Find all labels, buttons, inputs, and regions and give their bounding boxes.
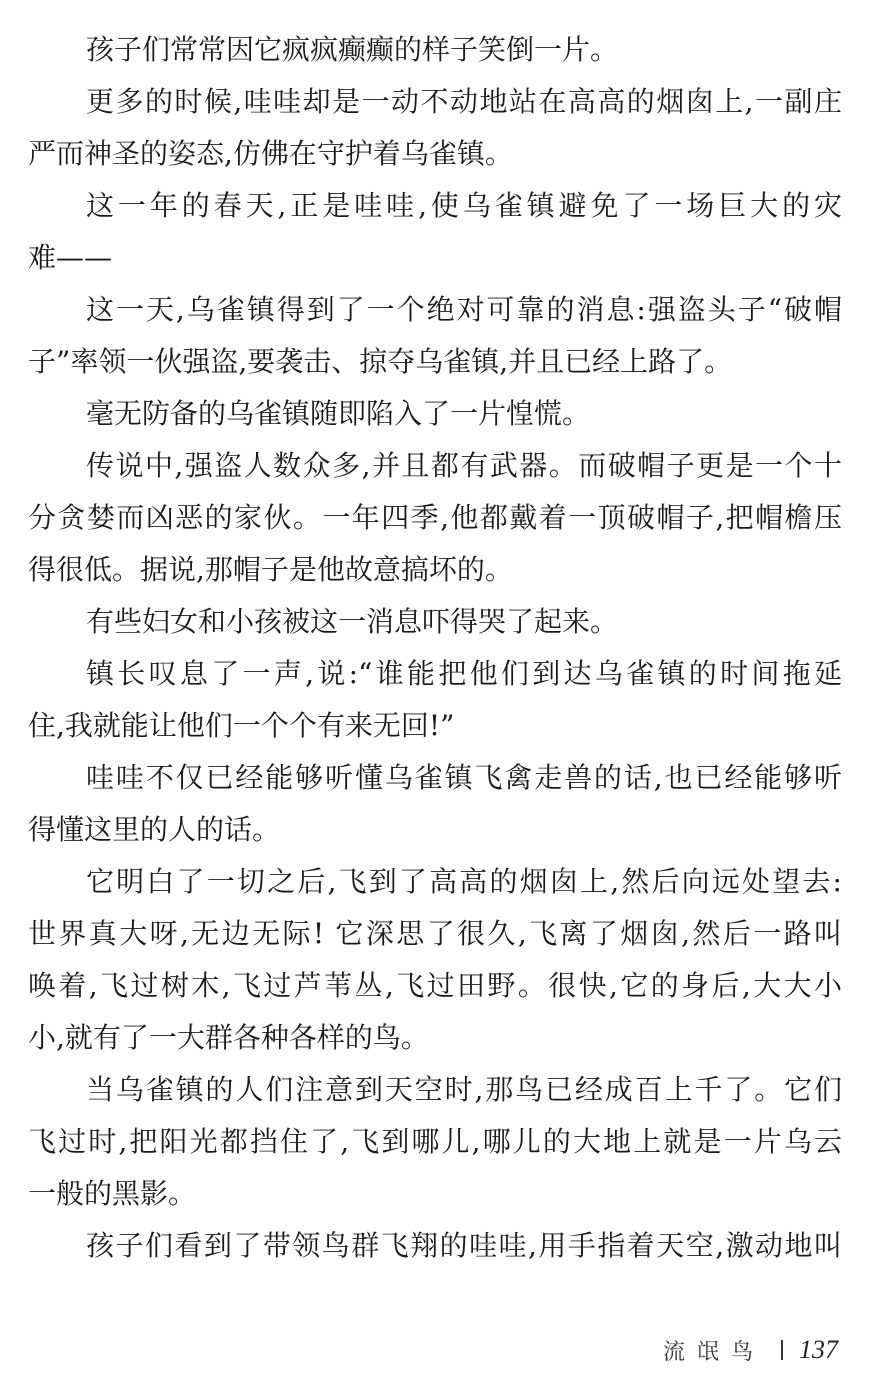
running-title: 流氓鸟 xyxy=(662,1339,765,1365)
text-line: 孩子们常常因它疯疯癫癫的样子笑倒一片。 xyxy=(86,33,619,66)
page-footer xyxy=(663,1330,838,1370)
text-line: 镇长叹息了一声,说:“谁能把他们到达乌雀镇的时间拖延 xyxy=(86,657,842,690)
text-line: 它明白了一切之后,飞到了高高的烟囱上,然后向远处望去: xyxy=(86,865,842,898)
text-line: 这一年的春天,正是哇哇,使乌雀镇避免了一场巨大的灾 xyxy=(86,189,842,222)
page-body xyxy=(28,24,842,1272)
text-line: 世界真大呀,无边无际! 它深思了很久,飞离了烟囱,然后一路叫 xyxy=(28,917,842,950)
text-line: 得很低。据说,那帽子是他故意搞坏的。 xyxy=(28,553,513,586)
text-line: 难—— xyxy=(28,241,113,274)
footer-divider xyxy=(781,1340,783,1360)
text-line: 飞过时,把阳光都挡住了,飞到哪儿,哪儿的大地上就是一片乌云 xyxy=(28,1125,842,1158)
text-line: 更多的时候,哇哇却是一动不动地站在高高的烟囱上,一副庄 xyxy=(86,85,842,118)
text-line: 哇哇不仅已经能够听懂乌雀镇飞禽走兽的话,也已经能够听 xyxy=(86,761,842,794)
text-line: 严而神圣的姿态,仿佛在守护着乌雀镇。 xyxy=(28,137,513,170)
text-line: 孩子们看到了带领鸟群飞翔的哇哇,用手指着天空,激动地叫 xyxy=(86,1229,842,1262)
text-line: 一般的黑影。 xyxy=(28,1177,197,1210)
text-line: 当乌雀镇的人们注意到天空时,那鸟已经成百上千了。它们 xyxy=(86,1073,842,1106)
text-line: 唤着,飞过树木,飞过芦苇丛,飞过田野。很快,它的身后,大大小 xyxy=(28,969,842,1002)
page-number: 137 xyxy=(799,1335,838,1364)
text-line: 小,就有了一大群各种各样的鸟。 xyxy=(28,1021,429,1054)
text-line: 住,我就能让他们一个个有来无回!” xyxy=(28,709,455,742)
text-line: 这一天,乌雀镇得到了一个绝对可靠的消息:强盗头子“破帽 xyxy=(86,293,842,326)
text-line: 分贪婪而凶恶的家伙。一年四季,他都戴着一顶破帽子,把帽檐压 xyxy=(28,501,842,534)
text-line: 毫无防备的乌雀镇随即陷入了一片惶慌。 xyxy=(86,397,591,430)
text-line: 得懂这里的人的话。 xyxy=(28,813,281,846)
text-line: 有些妇女和小孩被这一消息吓得哭了起来。 xyxy=(86,605,619,638)
text-line: 传说中,强盗人数众多,并且都有武器。而破帽子更是一个十 xyxy=(86,449,842,482)
text-line: 子”率领一伙强盗,要袭击、掠夺乌雀镇,并且已经上路了。 xyxy=(28,345,733,378)
